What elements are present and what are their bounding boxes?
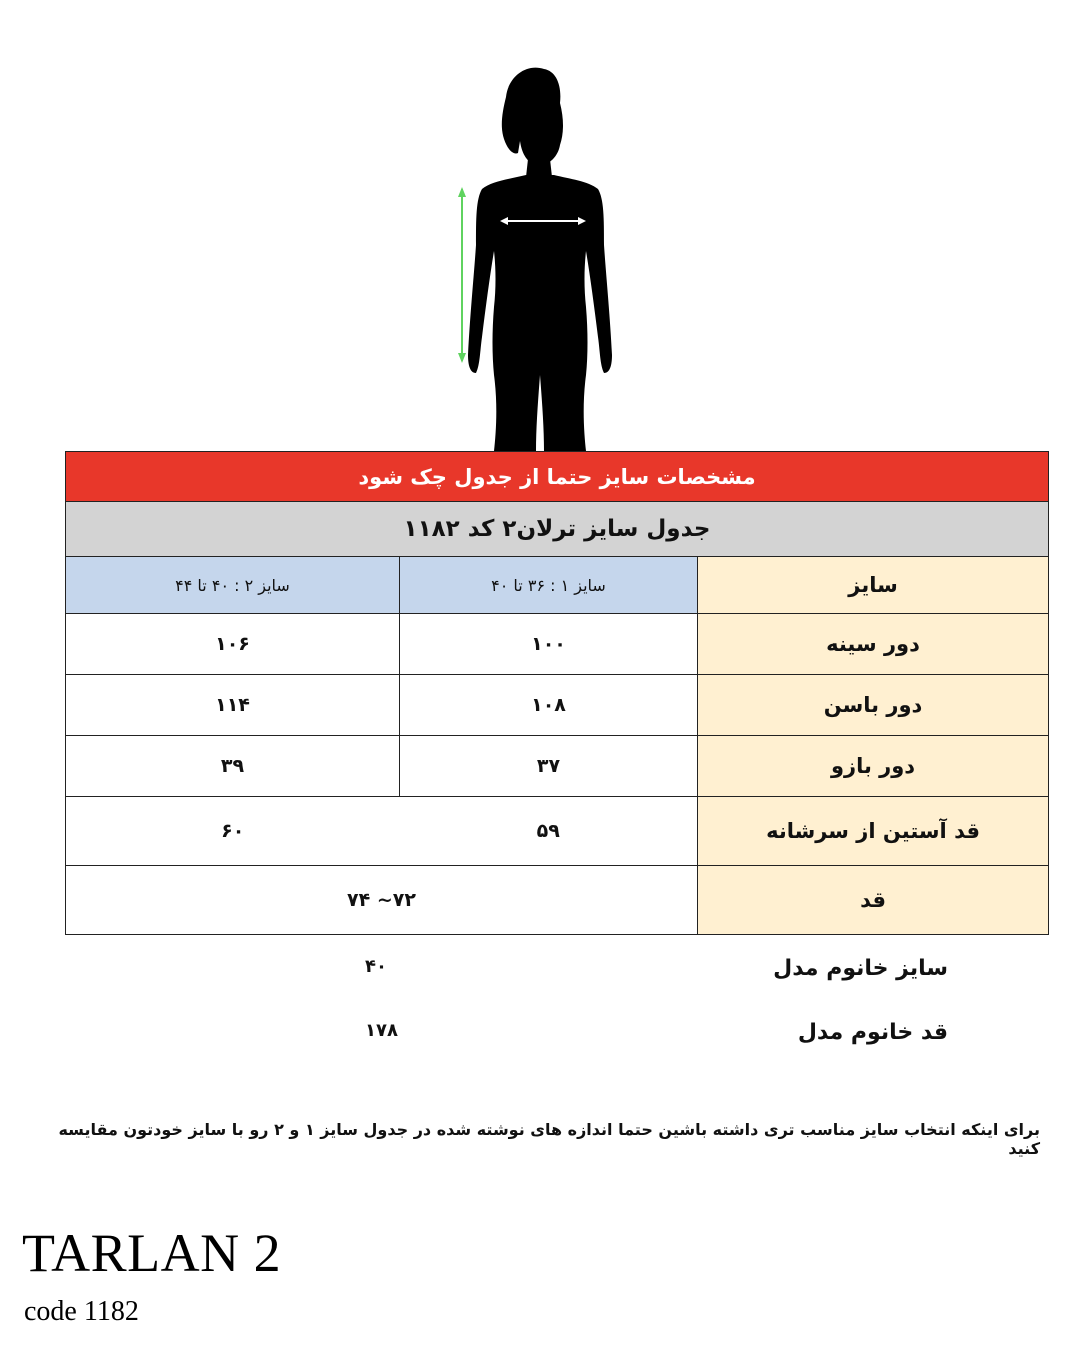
size-table <box>65 451 1049 935</box>
woman-silhouette-icon <box>440 55 640 455</box>
hip-size1: ۱۰۸ <box>400 675 698 736</box>
size-header-label: سایز <box>698 557 1049 614</box>
table-row <box>66 675 1049 736</box>
size2-header: سایز ۲ : ۴۰ تا ۴۴ <box>66 557 400 614</box>
table-row <box>66 736 1049 797</box>
arm-label: دور بازو <box>698 736 1049 797</box>
hip-size2: ۱۱۴ <box>66 675 400 736</box>
sleeve-values <box>66 797 698 866</box>
model-size-label: سایز خانوم مدل <box>773 956 948 981</box>
model-size-value: ۴۰ <box>365 956 387 977</box>
sleeve-size1: ۵۹ <box>536 820 560 842</box>
length-value: ۷۲~ ۷۴ <box>66 866 698 935</box>
size-advice-note: برای اینکه انتخاب سایز مناسب تری داشته باشین حتما اندازه های نوشته شده در جدول سایز ۱ و ۲ رو با سایز خودتون مقایسه کنید <box>58 1120 1040 1158</box>
table-row <box>66 866 1049 935</box>
warning-banner: مشخصات سایز حتما از جدول چک شود <box>66 452 1049 502</box>
sleeve-size2: ۶۰ <box>221 820 245 842</box>
sleeve-label: قد آستین از سرشانه <box>698 797 1049 866</box>
model-size-row <box>65 956 1048 996</box>
model-height-label: قد خانوم مدل <box>797 1020 948 1045</box>
size1-header: سایز ۱ : ۳۶ تا ۴۰ <box>400 557 698 614</box>
table-title: جدول سایز ترلان۲ کد ۱۱۸۲ <box>66 502 1049 557</box>
model-height-row <box>65 1020 1048 1060</box>
arm-size1: ۳۷ <box>400 736 698 797</box>
chest-size1: ۱۰۰ <box>400 614 698 675</box>
product-code: code 1182 <box>24 1296 139 1327</box>
table-row <box>66 614 1049 675</box>
table-row <box>66 797 1049 866</box>
chest-size2: ۱۰۶ <box>66 614 400 675</box>
table-header-row <box>66 557 1049 614</box>
model-height-value: ۱۷۸ <box>365 1020 398 1041</box>
chest-label: دور سینه <box>698 614 1049 675</box>
vertical-measure-arrow-icon <box>458 187 466 363</box>
hip-label: دور باسن <box>698 675 1049 736</box>
length-label: قد <box>698 866 1049 935</box>
product-title: TARLAN 2 <box>22 1223 282 1283</box>
arm-size2: ۳۹ <box>66 736 400 797</box>
